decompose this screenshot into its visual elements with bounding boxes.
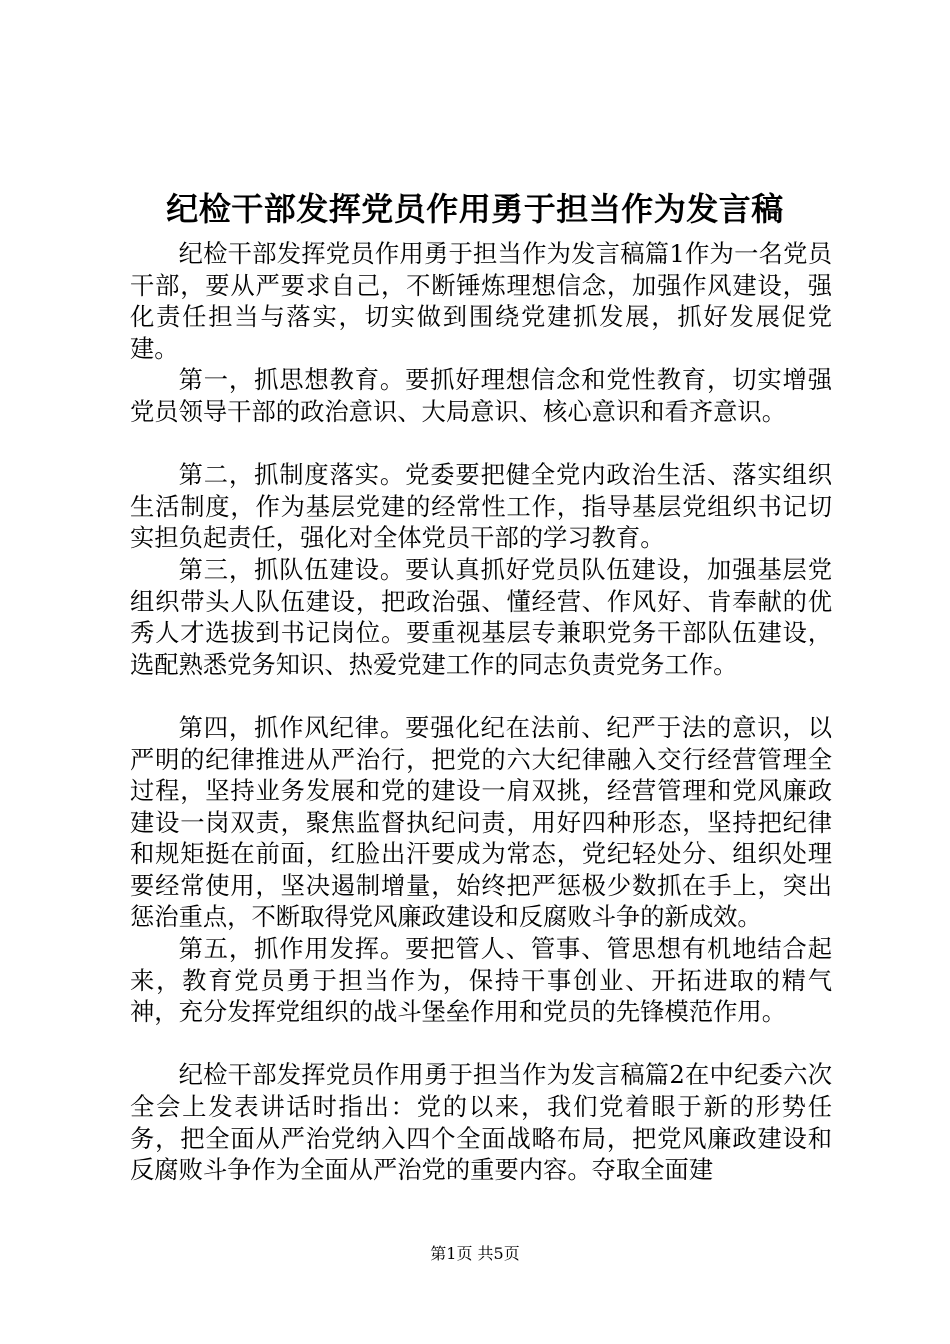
paragraph-point-5: 第五，抓作用发挥。要把管人、管事、管思想有机地结合起来，教育党员勇于担当作为，保持干事创业、开拓进取的精气神，充分发挥党组织的战斗堡垒作用和党员的先锋模范作用。	[130, 934, 832, 1027]
paragraph-spacer	[130, 428, 832, 460]
document-title: 纪检干部发挥党员作用勇于担当作为发言稿	[166, 190, 784, 228]
paragraph-point-4: 第四，抓作风纪律。要强化纪在法前、纪严于法的意识，以严明的纪律推进从严治行，把党的六大纪律融入交行经营管理全过程，坚持业务发展和党的建设一肩双挑，经营管理和党风廉政建设一岗双责，聚焦监督执纪问责，用好四种形态，坚持把纪律和规矩挺在前面，红脸出汗要成为常态，党纪轻处分、组织处理要经常使用，坚决遏制增量，始终把严惩极少数抓在手上，突出惩治重点，不断取得党风廉政建设和反腐败斗争的新成效。	[130, 712, 832, 932]
paragraph-spacer	[130, 1028, 832, 1060]
paragraph-spacer	[130, 680, 832, 712]
paragraph-point-3: 第三，抓队伍建设。要认真抓好党员队伍建设，加强基层党组织带头人队伍建设，把政治强、懂经营、作风好、肯奉献的优秀人才选拔到书记岗位。要重视基层专兼职党务干部队伍建设，选配熟悉党务知识、热爱党建工作的同志负责党务工作。	[130, 554, 832, 679]
page-footer: 第1页 共5页	[430, 1244, 520, 1263]
document-body	[130, 238, 832, 1186]
paragraph-point-1: 第一，抓思想教育。要抓好理想信念和党性教育，切实增强党员领导干部的政治意识、大局意识、核心意识和看齐意识。	[130, 365, 832, 426]
paragraph-point-2: 第二，抓制度落实。党委要把健全党内政治生活、落实组织生活制度，作为基层党建的经常性工作，指导基层党组织书记切实担负起责任，强化对全体党员干部的学习教育。	[130, 460, 832, 553]
paragraph-intro: 纪检干部发挥党员作用勇于担当作为发言稿篇1作为一名党员干部，要从严要求自己，不断锤炼理想信念，加强作风建设，强化责任担当与落实，切实做到围绕党建抓发展，抓好发展促党建。	[130, 239, 832, 363]
paragraph-article-2: 纪检干部发挥党员作用勇于担当作为发言稿篇2在中纪委六次全会上发表讲话时指出：党的以来，我们党着眼于新的形势任务，把全面从严治党纳入四个全面战略布局，把党风廉政建设和反腐败斗争作为全面从严治党的重要内容。夺取全面建	[130, 1060, 832, 1185]
